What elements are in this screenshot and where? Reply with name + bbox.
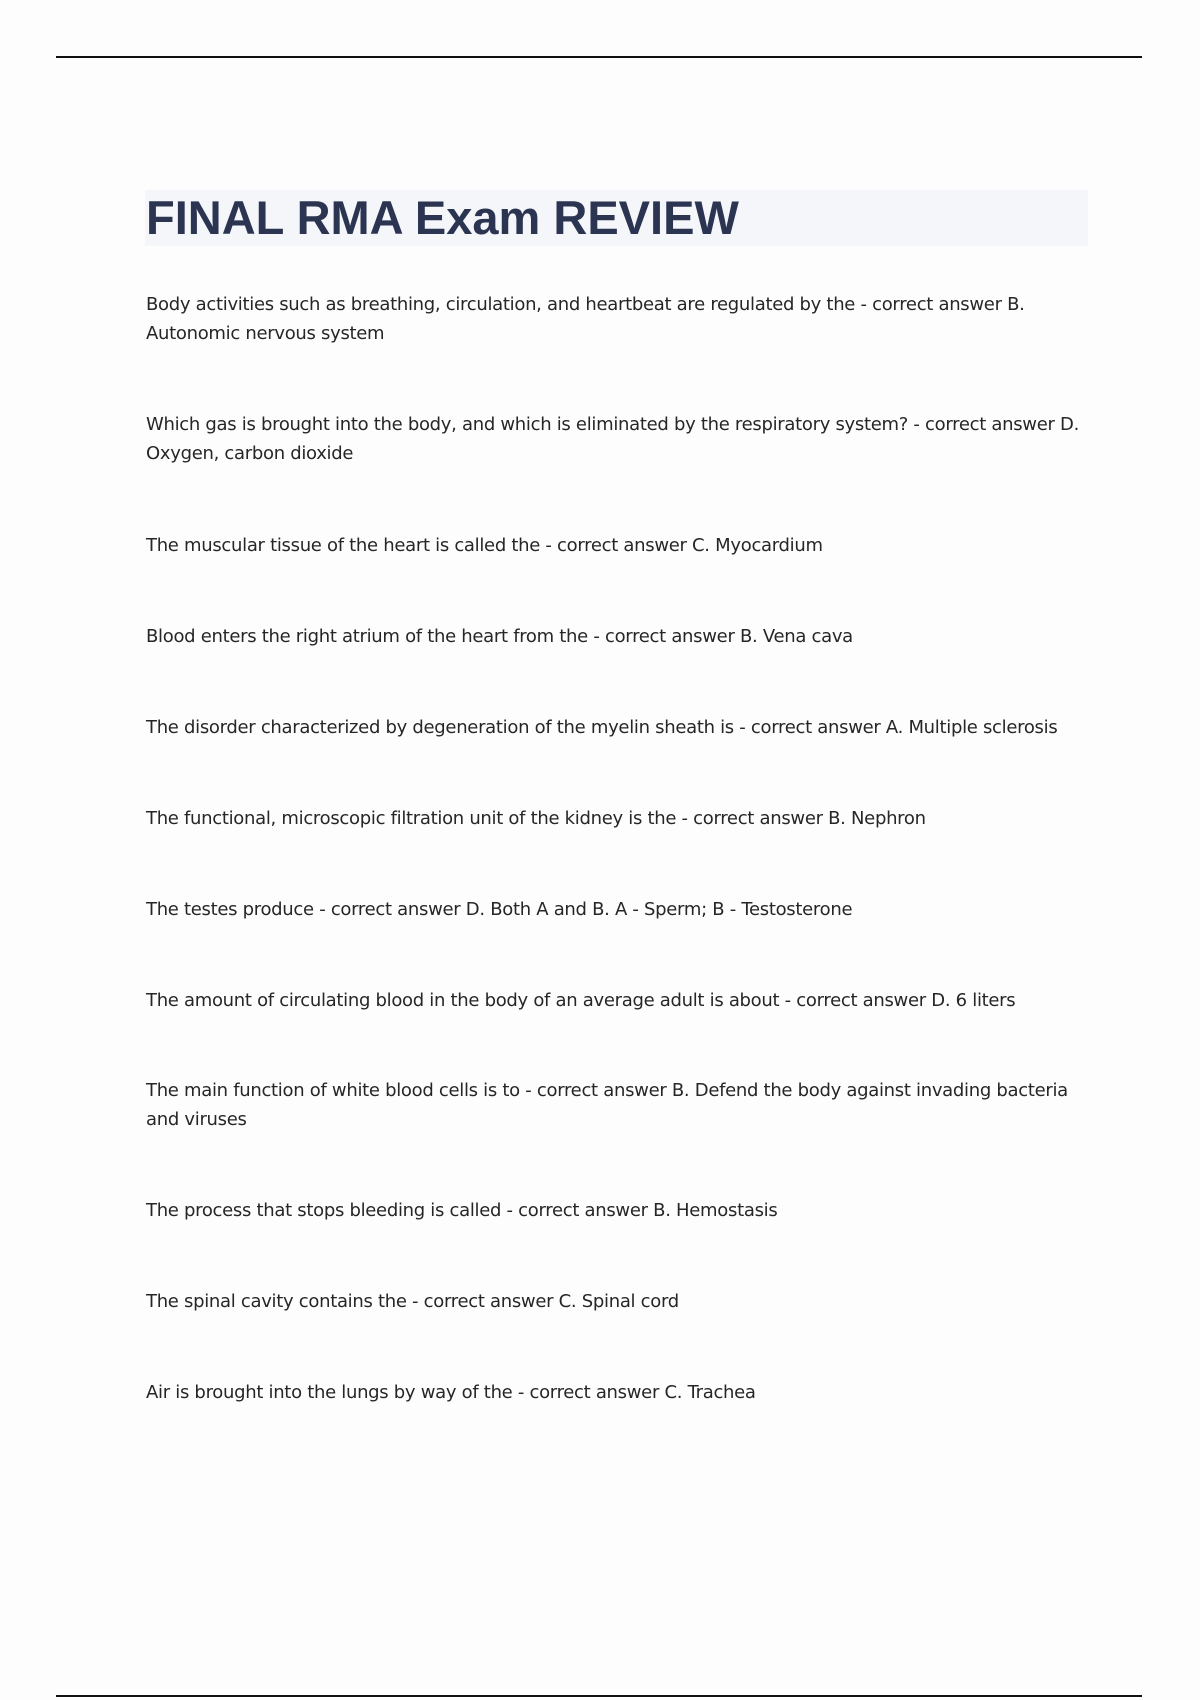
- question-answer-item: The process that stops bleeding is called - correct answer B. Hemostasis: [146, 1200, 778, 1221]
- document-title: FINAL RMA Exam REVIEW: [146, 191, 739, 244]
- question-answer-item: Which gas is brought into the body, and which is eliminated by the respiratory system? - correct answer D. Oxygen, carbon dioxide: [146, 414, 1080, 464]
- question-answer-item: The testes produce - correct answer D. Both A and B. A - Sperm; B - Testosterone: [146, 899, 853, 920]
- footer-rule: [56, 1695, 1142, 1697]
- question-answer-item: Air is brought into the lungs by way of the - correct answer C. Trachea: [146, 1382, 756, 1403]
- question-answer-item: The spinal cavity contains the - correct answer C. Spinal cord: [146, 1291, 679, 1312]
- question-answer-item: The functional, microscopic filtration unit of the kidney is the - correct answer B. Nephron: [146, 808, 926, 829]
- question-answer-item: The disorder characterized by degeneration of the myelin sheath is - correct answer A. Multiple sclerosis: [146, 717, 1058, 738]
- question-answer-item: Blood enters the right atrium of the heart from the - correct answer B. Vena cava: [146, 626, 853, 647]
- question-answer-item: The amount of circulating blood in the body of an average adult is about - correct answer D. 6 liters: [146, 990, 1016, 1011]
- question-answer-item: The muscular tissue of the heart is called the - correct answer C. Myocardium: [146, 535, 823, 556]
- question-answer-item: Body activities such as breathing, circulation, and heartbeat are regulated by the - correct answer B. Autonomic nervous system: [146, 294, 1025, 344]
- question-answer-item: The main function of white blood cells is to - correct answer B. Defend the body against invading bacteria and viruses: [146, 1080, 1068, 1130]
- header-rule: [56, 56, 1142, 58]
